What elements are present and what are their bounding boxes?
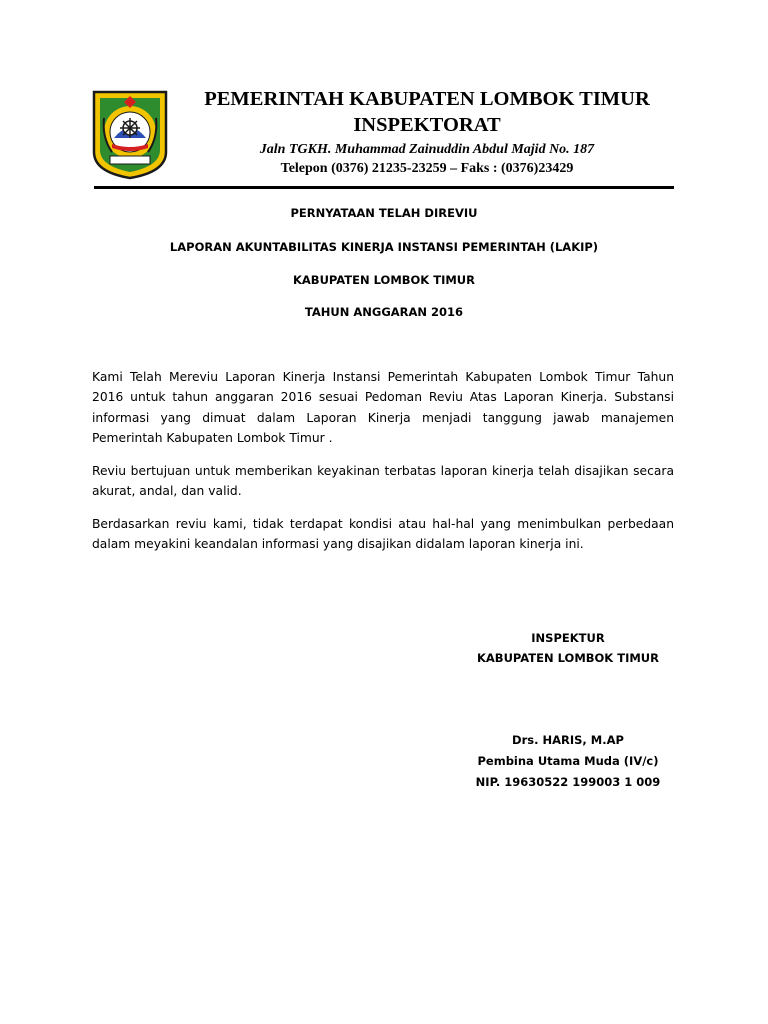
letterhead-divider bbox=[94, 186, 674, 189]
paragraph-text: Reviu bertujuan untuk memberikan keyakinan terbatas laporan kinerja telah disajikan secara akurat, andal, dan valid. bbox=[92, 464, 674, 499]
report-title: LAPORAN AKUNTABILITAS KINERJA INSTANSI PEMERINTAH (LAKIP) bbox=[169, 240, 599, 254]
year-title: TAHUN ANGGARAN 2016 bbox=[304, 305, 464, 319]
region-title: KABUPATEN LOMBOK TIMUR bbox=[293, 273, 475, 287]
letterhead bbox=[90, 84, 676, 188]
statement-title: PERNYATAAN TELAH DIREVIU bbox=[290, 206, 478, 220]
body-paragraph-3 bbox=[92, 514, 674, 555]
office-address: Jaln TGKH. Muhammad Zainuddin Abdul Majid No. 187 bbox=[259, 142, 595, 157]
paragraph-text: Berdasarkan reviu kami, tidak terdapat kondisi atau hal-hal yang menimbulkan perbedaan dalam meyakini keandalan informasi yang disajikan didalam laporan kinerja ini. bbox=[92, 517, 674, 552]
office-phone: Telepon (0376) 21235-23259 – Faks : (0376)23429 bbox=[280, 161, 574, 176]
government-name: PEMERINTAH KABUPATEN LOMBOK TIMUR bbox=[204, 88, 650, 110]
signatory-rank: Pembina Utama Muda (IV/c) bbox=[477, 754, 659, 768]
body-paragraph-1 bbox=[92, 367, 674, 449]
lombok-timur-emblem-icon bbox=[90, 88, 170, 180]
signatory-name: Drs. HARIS, M.AP bbox=[512, 733, 624, 747]
paragraph-text: Kami Telah Mereviu Laporan Kinerja Instansi Pemerintah Kabupaten Lombok Timur Tahun 2016 untuk tahun anggaran 2016 sesuai Pedoman Reviu Atas Laporan Kinerja. Substansi informasi yang dimuat dalam Laporan Kinerja menjadi tanggung jawab manajemen Pemerintah Kabupaten Lombok Timur . bbox=[92, 370, 674, 446]
signatory-nip: NIP. 19630522 199003 1 009 bbox=[475, 775, 661, 789]
signature-office: KABUPATEN LOMBOK TIMUR bbox=[477, 651, 659, 665]
letterhead-text bbox=[178, 84, 676, 178]
body-paragraph-2 bbox=[92, 461, 674, 502]
department-name: INSPEKTORAT bbox=[353, 114, 501, 136]
signature-position: INSPEKTUR bbox=[531, 631, 605, 645]
